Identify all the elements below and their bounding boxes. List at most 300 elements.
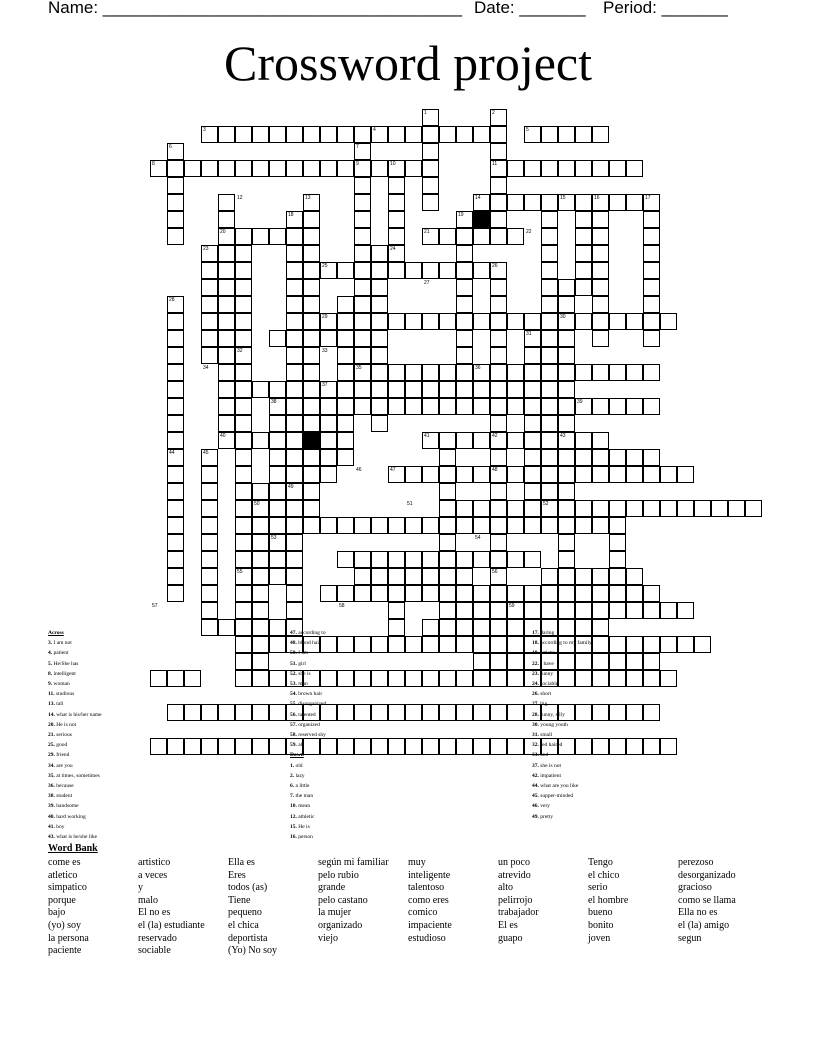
crossword-cell[interactable] (354, 568, 371, 585)
crossword-cell[interactable] (541, 160, 558, 177)
crossword-cell[interactable] (320, 449, 337, 466)
crossword-cell[interactable] (592, 313, 609, 330)
crossword-cell[interactable] (490, 296, 507, 313)
crossword-cell[interactable] (575, 245, 592, 262)
crossword-cell[interactable] (235, 619, 252, 636)
crossword-cell[interactable] (507, 619, 524, 636)
crossword-cell[interactable] (609, 449, 626, 466)
crossword-cell[interactable] (541, 211, 558, 228)
crossword-cell[interactable] (405, 585, 422, 602)
crossword-cell[interactable] (456, 347, 473, 364)
crossword-cell[interactable] (643, 330, 660, 347)
crossword-cell[interactable] (371, 347, 388, 364)
crossword-cell[interactable] (456, 466, 473, 483)
crossword-cell[interactable] (337, 296, 354, 313)
crossword-cell[interactable] (388, 313, 405, 330)
crossword-cell[interactable] (388, 211, 405, 228)
crossword-cell[interactable] (286, 364, 303, 381)
crossword-cell[interactable] (303, 160, 320, 177)
crossword-cell[interactable] (575, 602, 592, 619)
crossword-cell[interactable] (388, 262, 405, 279)
crossword-cell[interactable] (507, 517, 524, 534)
crossword-cell[interactable] (490, 551, 507, 568)
crossword-cell[interactable] (592, 517, 609, 534)
crossword-cell[interactable] (490, 500, 507, 517)
crossword-cell[interactable] (507, 466, 524, 483)
crossword-cell[interactable] (592, 585, 609, 602)
crossword-cell[interactable] (541, 194, 558, 211)
crossword-cell[interactable] (507, 551, 524, 568)
crossword-cell[interactable] (235, 126, 252, 143)
crossword-cell[interactable] (490, 483, 507, 500)
crossword-cell[interactable] (218, 279, 235, 296)
crossword-cell[interactable] (422, 636, 439, 653)
crossword-cell[interactable] (558, 551, 575, 568)
crossword-cell[interactable] (490, 619, 507, 636)
crossword-cell[interactable] (473, 551, 490, 568)
crossword-cell[interactable] (218, 381, 235, 398)
crossword-cell[interactable] (541, 381, 558, 398)
crossword-cell[interactable] (575, 211, 592, 228)
crossword-cell[interactable] (439, 568, 456, 585)
crossword-cell[interactable] (473, 381, 490, 398)
crossword-cell[interactable] (252, 228, 269, 245)
crossword-cell[interactable] (167, 670, 184, 687)
crossword-cell[interactable] (575, 585, 592, 602)
name-field[interactable]: Name: ______________________________________ (48, 0, 463, 17)
crossword-cell[interactable] (252, 432, 269, 449)
crossword-cell[interactable] (201, 347, 218, 364)
crossword-cell[interactable] (371, 279, 388, 296)
crossword-cell[interactable] (422, 143, 439, 160)
crossword-cell[interactable] (558, 330, 575, 347)
crossword-cell[interactable] (490, 636, 507, 653)
crossword-cell[interactable] (456, 619, 473, 636)
crossword-cell[interactable] (439, 517, 456, 534)
crossword-cell[interactable] (439, 364, 456, 381)
crossword-cell[interactable] (167, 330, 184, 347)
crossword-cell[interactable] (252, 160, 269, 177)
crossword-cell[interactable] (456, 551, 473, 568)
crossword-cell[interactable] (558, 381, 575, 398)
crossword-cell[interactable] (643, 636, 660, 653)
crossword-cell[interactable] (337, 364, 354, 381)
crossword-cell[interactable] (252, 483, 269, 500)
crossword-cell[interactable] (167, 704, 184, 721)
crossword-cell[interactable] (524, 415, 541, 432)
crossword-cell[interactable] (150, 738, 167, 755)
crossword-cell[interactable] (558, 279, 575, 296)
crossword-cell[interactable] (626, 500, 643, 517)
crossword-cell[interactable] (388, 704, 405, 721)
crossword-cell[interactable] (354, 177, 371, 194)
crossword-cell[interactable] (660, 602, 677, 619)
crossword-cell[interactable] (694, 636, 711, 653)
crossword-cell[interactable] (167, 517, 184, 534)
crossword-cell[interactable] (269, 551, 286, 568)
crossword-cell[interactable] (184, 738, 201, 755)
crossword-cell[interactable] (439, 670, 456, 687)
crossword-cell[interactable] (456, 279, 473, 296)
crossword-cell[interactable] (303, 126, 320, 143)
crossword-cell[interactable] (337, 262, 354, 279)
crossword-cell[interactable] (609, 568, 626, 585)
crossword-cell[interactable] (422, 160, 439, 177)
crossword-cell[interactable] (354, 245, 371, 262)
crossword-cell[interactable] (371, 381, 388, 398)
crossword-cell[interactable] (320, 330, 337, 347)
crossword-cell[interactable] (541, 262, 558, 279)
crossword-cell[interactable] (439, 551, 456, 568)
crossword-cell[interactable] (167, 432, 184, 449)
crossword-cell[interactable] (303, 517, 320, 534)
crossword-cell[interactable] (252, 517, 269, 534)
crossword-cell[interactable] (575, 500, 592, 517)
crossword-cell[interactable] (456, 398, 473, 415)
crossword-cell[interactable] (524, 364, 541, 381)
crossword-cell[interactable] (167, 483, 184, 500)
crossword-cell[interactable] (184, 160, 201, 177)
crossword-cell[interactable] (439, 483, 456, 500)
crossword-cell[interactable] (660, 313, 677, 330)
crossword-cell[interactable] (490, 279, 507, 296)
crossword-cell[interactable] (235, 551, 252, 568)
crossword-cell[interactable] (337, 670, 354, 687)
crossword-cell[interactable] (422, 398, 439, 415)
crossword-cell[interactable] (541, 568, 558, 585)
crossword-cell[interactable] (626, 313, 643, 330)
crossword-cell[interactable] (609, 194, 626, 211)
crossword-cell[interactable] (609, 364, 626, 381)
crossword-cell[interactable] (235, 602, 252, 619)
crossword-cell[interactable] (592, 738, 609, 755)
crossword-cell[interactable] (473, 313, 490, 330)
crossword-cell[interactable] (609, 398, 626, 415)
crossword-cell[interactable] (439, 534, 456, 551)
crossword-cell[interactable] (286, 466, 303, 483)
crossword-cell[interactable] (439, 602, 456, 619)
crossword-cell[interactable] (235, 500, 252, 517)
crossword-cell[interactable] (490, 177, 507, 194)
crossword-cell[interactable] (235, 517, 252, 534)
crossword-cell[interactable] (269, 670, 286, 687)
crossword-cell[interactable] (354, 279, 371, 296)
crossword-cell[interactable] (473, 398, 490, 415)
crossword-cell[interactable] (694, 500, 711, 517)
crossword-cell[interactable] (473, 738, 490, 755)
crossword-cell[interactable] (524, 313, 541, 330)
crossword-cell[interactable] (371, 160, 388, 177)
crossword-cell[interactable] (575, 194, 592, 211)
crossword-cell[interactable] (269, 160, 286, 177)
crossword-cell[interactable] (558, 483, 575, 500)
crossword-cell[interactable] (337, 432, 354, 449)
crossword-cell[interactable] (388, 551, 405, 568)
crossword-cell[interactable] (235, 466, 252, 483)
crossword-cell[interactable] (439, 398, 456, 415)
crossword-cell[interactable] (541, 517, 558, 534)
crossword-cell[interactable] (626, 398, 643, 415)
crossword-cell[interactable] (626, 364, 643, 381)
crossword-cell[interactable] (439, 466, 456, 483)
crossword-cell[interactable] (626, 160, 643, 177)
crossword-cell[interactable] (218, 211, 235, 228)
crossword-cell[interactable] (439, 619, 456, 636)
crossword-cell[interactable] (524, 160, 541, 177)
crossword-cell[interactable] (303, 296, 320, 313)
crossword-cell[interactable] (507, 585, 524, 602)
crossword-cell[interactable] (575, 126, 592, 143)
crossword-cell[interactable] (405, 636, 422, 653)
crossword-cell[interactable] (218, 398, 235, 415)
crossword-cell[interactable] (235, 398, 252, 415)
crossword-cell[interactable] (337, 551, 354, 568)
crossword-cell[interactable] (388, 177, 405, 194)
crossword-cell[interactable] (592, 500, 609, 517)
crossword-cell[interactable] (541, 398, 558, 415)
crossword-cell[interactable] (252, 602, 269, 619)
crossword-cell[interactable] (354, 211, 371, 228)
crossword-cell[interactable] (524, 347, 541, 364)
crossword-cell[interactable] (405, 364, 422, 381)
crossword-cell[interactable] (269, 738, 286, 755)
crossword-cell[interactable] (456, 500, 473, 517)
crossword-cell[interactable] (303, 279, 320, 296)
crossword-cell[interactable] (286, 415, 303, 432)
crossword-cell[interactable] (167, 398, 184, 415)
crossword-cell[interactable] (609, 517, 626, 534)
crossword-cell[interactable] (201, 585, 218, 602)
crossword-cell[interactable] (388, 364, 405, 381)
crossword-cell[interactable] (592, 602, 609, 619)
crossword-cell[interactable] (558, 602, 575, 619)
crossword-cell[interactable] (507, 364, 524, 381)
crossword-cell[interactable] (354, 738, 371, 755)
crossword-cell[interactable] (422, 619, 439, 636)
crossword-cell[interactable] (643, 313, 660, 330)
crossword-cell[interactable] (252, 568, 269, 585)
crossword-cell[interactable] (456, 636, 473, 653)
crossword-cell[interactable] (337, 160, 354, 177)
crossword-cell[interactable] (643, 704, 660, 721)
crossword-cell[interactable] (371, 313, 388, 330)
crossword-cell[interactable] (524, 551, 541, 568)
crossword-cell[interactable] (337, 517, 354, 534)
crossword-cell[interactable] (541, 228, 558, 245)
crossword-cell[interactable] (490, 704, 507, 721)
crossword-cell[interactable] (473, 704, 490, 721)
crossword-cell[interactable] (456, 364, 473, 381)
crossword-cell[interactable] (371, 245, 388, 262)
crossword-cell[interactable] (575, 449, 592, 466)
crossword-cell[interactable] (490, 534, 507, 551)
crossword-cell[interactable] (286, 228, 303, 245)
crossword-cell[interactable] (269, 381, 286, 398)
crossword-cell[interactable] (354, 704, 371, 721)
crossword-cell[interactable] (609, 160, 626, 177)
crossword-cell[interactable] (490, 330, 507, 347)
crossword-cell[interactable] (490, 670, 507, 687)
crossword-cell[interactable] (643, 262, 660, 279)
crossword-cell[interactable] (524, 194, 541, 211)
crossword-cell[interactable] (201, 534, 218, 551)
crossword-cell[interactable] (167, 177, 184, 194)
crossword-cell[interactable] (575, 517, 592, 534)
crossword-cell[interactable] (388, 619, 405, 636)
crossword-cell[interactable] (218, 126, 235, 143)
crossword-cell[interactable] (218, 704, 235, 721)
crossword-cell[interactable] (609, 534, 626, 551)
crossword-cell[interactable] (456, 228, 473, 245)
crossword-cell[interactable] (150, 670, 167, 687)
crossword-cell[interactable] (575, 160, 592, 177)
crossword-cell[interactable] (235, 653, 252, 670)
crossword-cell[interactable] (252, 704, 269, 721)
crossword-cell[interactable] (609, 500, 626, 517)
crossword-cell[interactable] (269, 228, 286, 245)
crossword-cell[interactable] (235, 160, 252, 177)
crossword-cell[interactable] (660, 500, 677, 517)
crossword-cell[interactable] (269, 568, 286, 585)
crossword-cell[interactable] (541, 296, 558, 313)
crossword-cell[interactable] (286, 602, 303, 619)
crossword-cell[interactable] (473, 432, 490, 449)
crossword-cell[interactable] (201, 279, 218, 296)
crossword-cell[interactable] (388, 126, 405, 143)
crossword-cell[interactable] (371, 364, 388, 381)
crossword-cell[interactable] (422, 585, 439, 602)
crossword-cell[interactable] (439, 126, 456, 143)
crossword-cell[interactable] (541, 279, 558, 296)
crossword-cell[interactable] (439, 636, 456, 653)
crossword-cell[interactable] (507, 381, 524, 398)
crossword-cell[interactable] (320, 466, 337, 483)
crossword-cell[interactable] (473, 517, 490, 534)
crossword-cell[interactable] (490, 738, 507, 755)
crossword-cell[interactable] (524, 585, 541, 602)
crossword-cell[interactable] (201, 568, 218, 585)
crossword-cell[interactable] (524, 483, 541, 500)
crossword-cell[interactable] (609, 653, 626, 670)
crossword-cell[interactable] (456, 704, 473, 721)
crossword-cell[interactable] (507, 653, 524, 670)
crossword-cell[interactable] (626, 636, 643, 653)
crossword-cell[interactable] (167, 160, 184, 177)
crossword-cell[interactable] (337, 704, 354, 721)
crossword-cell[interactable] (592, 636, 609, 653)
crossword-cell[interactable] (337, 381, 354, 398)
crossword-cell[interactable] (184, 670, 201, 687)
crossword-cell[interactable] (218, 160, 235, 177)
crossword-cell[interactable] (677, 602, 694, 619)
crossword-cell[interactable] (609, 466, 626, 483)
crossword-cell[interactable] (235, 585, 252, 602)
crossword-cell[interactable] (235, 381, 252, 398)
crossword-cell[interactable] (592, 126, 609, 143)
crossword-cell[interactable] (337, 415, 354, 432)
crossword-cell[interactable] (422, 381, 439, 398)
crossword-cell[interactable] (235, 364, 252, 381)
crossword-cell[interactable] (354, 670, 371, 687)
crossword-cell[interactable] (524, 500, 541, 517)
crossword-cell[interactable] (507, 670, 524, 687)
crossword-cell[interactable] (609, 670, 626, 687)
crossword-cell[interactable] (507, 738, 524, 755)
crossword-cell[interactable] (354, 194, 371, 211)
crossword-cell[interactable] (541, 449, 558, 466)
crossword-cell[interactable] (592, 449, 609, 466)
crossword-cell[interactable] (541, 126, 558, 143)
crossword-cell[interactable] (201, 483, 218, 500)
crossword-cell[interactable] (201, 262, 218, 279)
crossword-cell[interactable] (286, 245, 303, 262)
crossword-cell[interactable] (490, 398, 507, 415)
crossword-cell[interactable] (439, 449, 456, 466)
crossword-cell[interactable] (269, 483, 286, 500)
crossword-cell[interactable] (218, 296, 235, 313)
crossword-cell[interactable] (252, 738, 269, 755)
crossword-cell[interactable] (490, 381, 507, 398)
crossword-cell[interactable] (286, 262, 303, 279)
crossword-cell[interactable] (167, 228, 184, 245)
crossword-cell[interactable] (167, 415, 184, 432)
crossword-cell[interactable] (201, 551, 218, 568)
crossword-cell[interactable] (371, 296, 388, 313)
crossword-cell[interactable] (286, 449, 303, 466)
crossword-cell[interactable] (269, 704, 286, 721)
crossword-cell[interactable] (575, 279, 592, 296)
crossword-cell[interactable] (558, 500, 575, 517)
crossword-cell[interactable] (320, 126, 337, 143)
crossword-cell[interactable] (490, 126, 507, 143)
crossword-cell[interactable] (167, 364, 184, 381)
crossword-cell[interactable] (337, 738, 354, 755)
crossword-cell[interactable] (388, 738, 405, 755)
crossword-cell[interactable] (269, 449, 286, 466)
crossword-cell[interactable] (269, 500, 286, 517)
crossword-cell[interactable] (456, 330, 473, 347)
crossword-cell[interactable] (711, 500, 728, 517)
crossword-cell[interactable] (490, 364, 507, 381)
crossword-cell[interactable] (592, 296, 609, 313)
crossword-cell[interactable] (286, 517, 303, 534)
crossword-cell[interactable] (303, 211, 320, 228)
crossword-cell[interactable] (235, 228, 252, 245)
crossword-cell[interactable] (252, 619, 269, 636)
crossword-cell[interactable] (371, 670, 388, 687)
crossword-cell[interactable] (558, 466, 575, 483)
crossword-cell[interactable] (303, 415, 320, 432)
crossword-cell[interactable] (354, 228, 371, 245)
crossword-cell[interactable] (626, 194, 643, 211)
crossword-cell[interactable] (167, 313, 184, 330)
crossword-cell[interactable] (456, 670, 473, 687)
crossword-cell[interactable] (541, 330, 558, 347)
crossword-cell[interactable] (473, 636, 490, 653)
crossword-cell[interactable] (405, 466, 422, 483)
crossword-cell[interactable] (592, 653, 609, 670)
crossword-cell[interactable] (490, 602, 507, 619)
crossword-cell[interactable] (337, 313, 354, 330)
crossword-cell[interactable] (371, 415, 388, 432)
crossword-cell[interactable] (456, 296, 473, 313)
crossword-cell[interactable] (643, 466, 660, 483)
crossword-cell[interactable] (490, 211, 507, 228)
crossword-cell[interactable] (269, 126, 286, 143)
crossword-cell[interactable] (218, 262, 235, 279)
crossword-cell[interactable] (609, 636, 626, 653)
crossword-cell[interactable] (371, 398, 388, 415)
